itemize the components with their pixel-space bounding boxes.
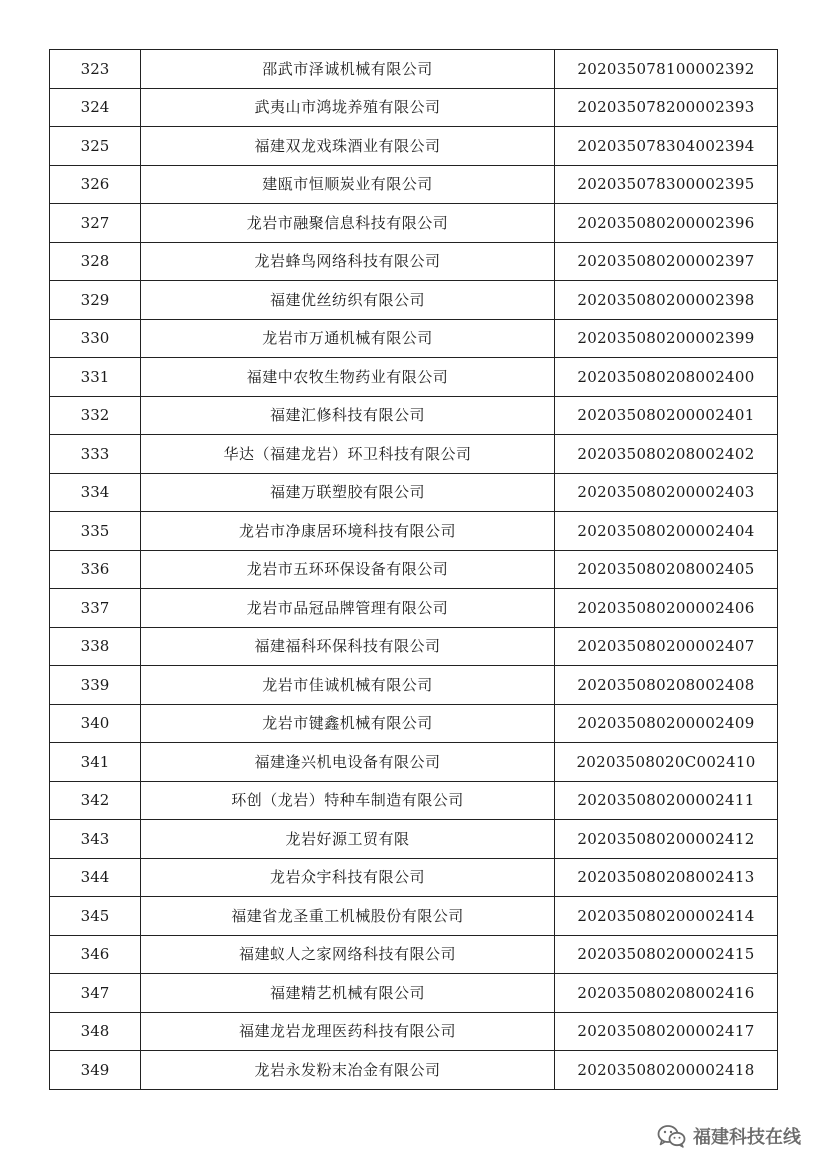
registration-code: 202035080200002412: [555, 820, 778, 859]
row-number: 326: [50, 165, 141, 204]
table-row: [50, 396, 778, 435]
table-row: [50, 319, 778, 358]
company-name: 环创（龙岩）特种车制造有限公司: [141, 781, 555, 820]
company-name: 龙岩蜂鸟网络科技有限公司: [141, 242, 555, 281]
row-number: 333: [50, 435, 141, 474]
table-row: [50, 165, 778, 204]
row-number: 337: [50, 589, 141, 628]
table-row: [50, 358, 778, 397]
row-number: 332: [50, 396, 141, 435]
row-number: 339: [50, 666, 141, 705]
company-name: 龙岩好源工贸有限: [141, 820, 555, 859]
wechat-icon: [657, 1124, 687, 1148]
table-row: [50, 512, 778, 551]
registration-code: 202035078200002393: [555, 88, 778, 127]
table-row: [50, 1051, 778, 1090]
table-row: [50, 666, 778, 705]
registration-code: 202035080200002397: [555, 242, 778, 281]
row-number: 331: [50, 358, 141, 397]
registration-code: 202035080208002413: [555, 858, 778, 897]
table-row: [50, 627, 778, 666]
row-number: 338: [50, 627, 141, 666]
company-name: 福建汇修科技有限公司: [141, 396, 555, 435]
row-number: 340: [50, 704, 141, 743]
company-name: 龙岩市佳诚机械有限公司: [141, 666, 555, 705]
row-number: 330: [50, 319, 141, 358]
registration-code: 202035080200002418: [555, 1051, 778, 1090]
registry-table-body: [50, 50, 778, 1090]
table-row: [50, 743, 778, 782]
table-row: [50, 897, 778, 936]
registration-code: 202035080200002398: [555, 281, 778, 320]
company-name: 福建龙岩龙理医药科技有限公司: [141, 1012, 555, 1051]
row-number: 341: [50, 743, 141, 782]
registration-code: 202035080200002399: [555, 319, 778, 358]
registration-code: 202035080200002401: [555, 396, 778, 435]
company-name: 龙岩市品冠品牌管理有限公司: [141, 589, 555, 628]
row-number: 343: [50, 820, 141, 859]
registration-code: 202035080208002416: [555, 974, 778, 1013]
row-number: 324: [50, 88, 141, 127]
table-row: [50, 820, 778, 859]
registration-code: 202035080208002400: [555, 358, 778, 397]
row-number: 334: [50, 473, 141, 512]
row-number: 345: [50, 897, 141, 936]
registration-code: 202035078304002394: [555, 127, 778, 166]
table-row: [50, 589, 778, 628]
company-name: 福建中农牧生物药业有限公司: [141, 358, 555, 397]
registration-code: 202035080200002404: [555, 512, 778, 551]
company-name: 龙岩市万通机械有限公司: [141, 319, 555, 358]
table-row: [50, 935, 778, 974]
table-row: [50, 781, 778, 820]
company-name: 福建省龙圣重工机械股份有限公司: [141, 897, 555, 936]
watermark-text: 福建科技在线: [693, 1127, 801, 1148]
table-row: [50, 435, 778, 474]
row-number: 342: [50, 781, 141, 820]
row-number: 335: [50, 512, 141, 551]
registration-code: 202035080200002409: [555, 704, 778, 743]
registration-code: 202035080208002402: [555, 435, 778, 474]
registration-code: 202035080200002417: [555, 1012, 778, 1051]
registration-code: 202035080200002403: [555, 473, 778, 512]
row-number: 347: [50, 974, 141, 1013]
table-row: [50, 127, 778, 166]
table-row: [50, 550, 778, 589]
company-name: 龙岩市五环环保设备有限公司: [141, 550, 555, 589]
registry-table: [49, 49, 778, 1090]
company-name: 龙岩市键鑫机械有限公司: [141, 704, 555, 743]
row-number: 329: [50, 281, 141, 320]
company-name: 武夷山市鸿垅养殖有限公司: [141, 88, 555, 127]
row-number: 348: [50, 1012, 141, 1051]
registration-code: 202035080208002405: [555, 550, 778, 589]
company-name: 邵武市泽诚机械有限公司: [141, 50, 555, 89]
company-name: 建瓯市恒顺炭业有限公司: [141, 165, 555, 204]
table-row: [50, 88, 778, 127]
registration-code: 202035080200002407: [555, 627, 778, 666]
company-name: 福建双龙戏珠酒业有限公司: [141, 127, 555, 166]
table-row: [50, 704, 778, 743]
company-name: 福建精艺机械有限公司: [141, 974, 555, 1013]
company-name: 福建逢兴机电设备有限公司: [141, 743, 555, 782]
row-number: 349: [50, 1051, 141, 1090]
company-name: 龙岩永发粉末冶金有限公司: [141, 1051, 555, 1090]
company-name: 华达（福建龙岩）环卫科技有限公司: [141, 435, 555, 474]
table-row: [50, 974, 778, 1013]
row-number: 323: [50, 50, 141, 89]
table-row: [50, 281, 778, 320]
registration-code: 202035078300002395: [555, 165, 778, 204]
registration-code: 202035078100002392: [555, 50, 778, 89]
registration-code: 202035080208002408: [555, 666, 778, 705]
table-row: [50, 242, 778, 281]
table-row: [50, 1012, 778, 1051]
registration-code: 202035080200002406: [555, 589, 778, 628]
table-row: [50, 858, 778, 897]
company-name: 龙岩市净康居环境科技有限公司: [141, 512, 555, 551]
registration-code: 202035080200002396: [555, 204, 778, 243]
row-number: 327: [50, 204, 141, 243]
table-row: [50, 473, 778, 512]
registration-code: 202035080200002414: [555, 897, 778, 936]
row-number: 328: [50, 242, 141, 281]
row-number: 336: [50, 550, 141, 589]
company-name: 福建福科环保科技有限公司: [141, 627, 555, 666]
company-name: 龙岩众宇科技有限公司: [141, 858, 555, 897]
registration-code: 20203508020C002410: [555, 743, 778, 782]
watermark: [657, 1123, 801, 1149]
company-name: 龙岩市融聚信息科技有限公司: [141, 204, 555, 243]
registration-code: 202035080200002415: [555, 935, 778, 974]
company-name: 福建优丝纺织有限公司: [141, 281, 555, 320]
row-number: 325: [50, 127, 141, 166]
registration-code: 202035080200002411: [555, 781, 778, 820]
table-row: [50, 50, 778, 89]
company-name: 福建万联塑胶有限公司: [141, 473, 555, 512]
registry-table-container: [49, 49, 776, 1090]
table-row: [50, 204, 778, 243]
row-number: 346: [50, 935, 141, 974]
row-number: 344: [50, 858, 141, 897]
company-name: 福建蚁人之家网络科技有限公司: [141, 935, 555, 974]
